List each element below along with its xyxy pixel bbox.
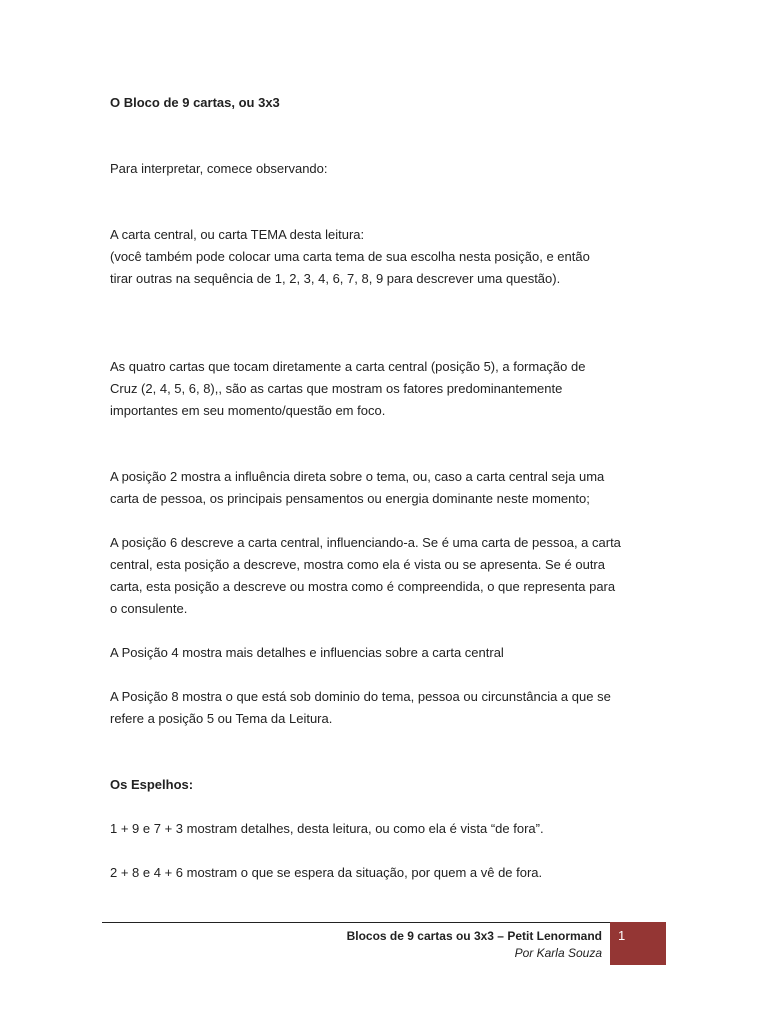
intro-paragraph: Para interpretar, comece observando: xyxy=(110,161,328,176)
page-number: 1 xyxy=(610,922,666,965)
mirrors-heading: Os Espelhos: xyxy=(110,777,194,792)
cross-paragraph: As quatro cartas que tocam diretamente a carta central (posição 5), a formação de Cruz (2, 4, 5, 6, 8),, são as cartas que mostram os fatores predominantemente importantes em seu momento/questão em foco. xyxy=(110,359,586,418)
footer-divider xyxy=(102,922,610,923)
position-6-paragraph: A posição 6 descreve a carta central, influenciando-a. Se é uma carta de pessoa, a carta central, esta posição a descreve, mostra como ela é vista ou se apresenta. Se é outra carta, esta posição a descreve ou mostra como é compreendida, o que representa para o consulente. xyxy=(110,535,621,616)
footer-title: Blocos de 9 cartas ou 3x3 – Petit Lenormand xyxy=(346,929,602,943)
mirror-2-paragraph: 2 + 8 e 4 + 6 mostram o que se espera da situação, por quem a vê de fora. xyxy=(110,865,543,880)
footer xyxy=(347,928,602,962)
position-2-paragraph: A posição 2 mostra a influência direta sobre o tema, ou, caso a carta central seja uma carta de pessoa, os principais pensamentos ou energia dominante neste momento; xyxy=(110,469,605,506)
document-body xyxy=(110,92,670,884)
position-4-paragraph: A Posição 4 mostra mais detalhes e influencias sobre a carta central xyxy=(110,645,504,660)
mirror-1-paragraph: 1 + 9 e 7 + 3 mostram detalhes, desta leitura, ou como ela é vista “de fora”. xyxy=(110,821,544,836)
central-card-paragraph: A carta central, ou carta TEMA desta leitura: (você também pode colocar uma carta tema de sua escolha nesta posição, e então tirar outras na sequência de 1, 2, 3, 4, 6, 7, 8, 9 para descrever uma questão). xyxy=(110,227,590,286)
position-8-paragraph: A Posição 8 mostra o que está sob dominio do tema, pessoa ou circunstância a que se refere a posição 5 ou Tema da Leitura. xyxy=(110,689,611,726)
document-title: O Bloco de 9 cartas, ou 3x3 xyxy=(110,95,280,110)
footer-author: Por Karla Souza xyxy=(514,946,602,960)
